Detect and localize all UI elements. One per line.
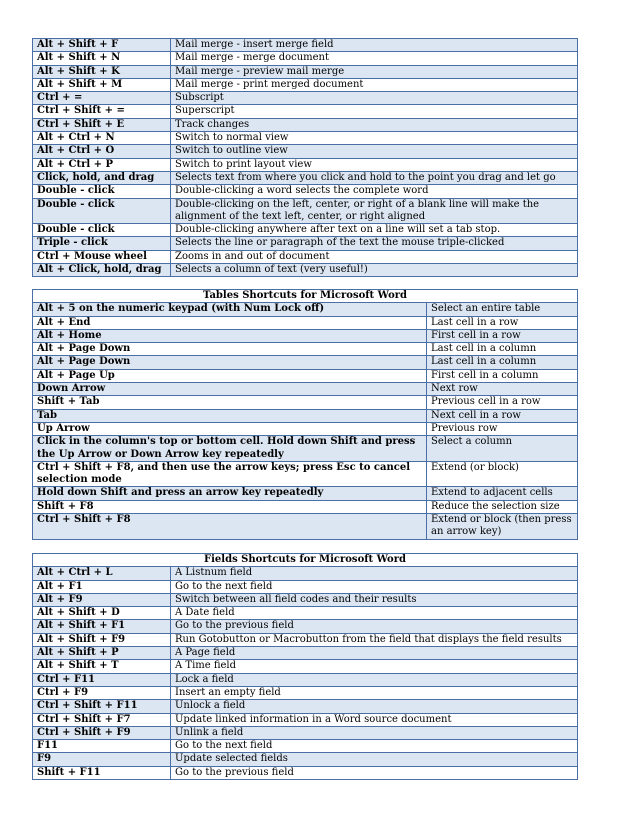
shortcut-key: Alt + Click, hold, drag bbox=[33, 264, 171, 277]
shortcut-key: Double - click bbox=[33, 224, 171, 237]
table-row bbox=[33, 620, 578, 633]
shortcut-key: Alt + Shift + F9 bbox=[33, 633, 171, 646]
shortcut-key: Ctrl + Shift + F7 bbox=[33, 713, 171, 726]
shortcut-description: Previous row bbox=[427, 422, 578, 435]
shortcut-description: Last cell in a column bbox=[427, 356, 578, 369]
table-row bbox=[33, 766, 578, 779]
shortcut-description: Insert an empty field bbox=[171, 686, 578, 699]
table-row bbox=[33, 647, 578, 660]
table-row bbox=[33, 396, 578, 409]
shortcut-description: Select an entire table bbox=[427, 303, 578, 316]
shortcut-description: Selects a column of text (very useful!) bbox=[171, 264, 578, 277]
shortcut-key: Down Arrow bbox=[33, 383, 427, 396]
shortcut-key: Ctrl + Shift + F11 bbox=[33, 700, 171, 713]
shortcut-key: Alt + Home bbox=[33, 329, 427, 342]
shortcut-description: Unlink a field bbox=[171, 726, 578, 739]
shortcut-key: Shift + F11 bbox=[33, 766, 171, 779]
shortcut-description: First cell in a column bbox=[427, 369, 578, 382]
table-row bbox=[33, 686, 578, 699]
table-row bbox=[33, 633, 578, 646]
fields-shortcuts-table bbox=[32, 553, 578, 780]
table-row bbox=[33, 303, 578, 316]
shortcut-description: Extend (or block) bbox=[427, 461, 578, 487]
table-row bbox=[33, 316, 578, 329]
table-row bbox=[33, 343, 578, 356]
table-row bbox=[33, 461, 578, 487]
shortcut-description: Run Gotobutton or Macrobutton from the field that displays the field results bbox=[171, 633, 578, 646]
table-row bbox=[33, 753, 578, 766]
shortcut-key: Ctrl + Shift + F9 bbox=[33, 726, 171, 739]
shortcut-key: Up Arrow bbox=[33, 422, 427, 435]
shortcut-key: Alt + Shift + D bbox=[33, 607, 171, 620]
shortcut-key: Ctrl + Shift + E bbox=[33, 118, 171, 131]
table-row bbox=[33, 567, 578, 580]
shortcut-key: Ctrl + Shift + = bbox=[33, 105, 171, 118]
table-row bbox=[33, 78, 578, 91]
table-row bbox=[33, 369, 578, 382]
table-row bbox=[33, 726, 578, 739]
shortcut-description: Selects the line or paragraph of the text the mouse triple-clicked bbox=[171, 237, 578, 250]
table-row bbox=[33, 158, 578, 171]
shortcut-key: Ctrl + Shift + F8 bbox=[33, 514, 427, 540]
shortcut-description: Zooms in and out of document bbox=[171, 250, 578, 263]
shortcut-description: First cell in a row bbox=[427, 329, 578, 342]
table-row bbox=[33, 740, 578, 753]
shortcut-description: Last cell in a row bbox=[427, 316, 578, 329]
shortcut-description: A Date field bbox=[171, 607, 578, 620]
shortcut-description: A Page field bbox=[171, 647, 578, 660]
shortcut-description: Selects text from where you click and hold to the point you drag and let go bbox=[171, 171, 578, 184]
shortcut-key: Ctrl + = bbox=[33, 92, 171, 105]
shortcut-description: Subscript bbox=[171, 92, 578, 105]
shortcut-description: Update selected fields bbox=[171, 753, 578, 766]
table-row bbox=[33, 356, 578, 369]
shortcut-description: A Listnum field bbox=[171, 567, 578, 580]
shortcut-key: Shift + F8 bbox=[33, 500, 427, 513]
shortcut-description: Mail merge - preview mail merge bbox=[171, 65, 578, 78]
table-row bbox=[33, 660, 578, 673]
table-row bbox=[33, 383, 578, 396]
shortcut-key: F9 bbox=[33, 753, 171, 766]
table-row bbox=[33, 237, 578, 250]
shortcut-key: Alt + Page Down bbox=[33, 343, 427, 356]
table-row bbox=[33, 409, 578, 422]
shortcut-description: Double-clicking anywhere after text on a line will set a tab stop. bbox=[171, 224, 578, 237]
table-row bbox=[33, 171, 578, 184]
shortcut-key: Alt + Shift + K bbox=[33, 65, 171, 78]
shortcut-key: Alt + Page Down bbox=[33, 356, 427, 369]
shortcut-description: Reduce the selection size bbox=[427, 500, 578, 513]
shortcut-key: Alt + Page Up bbox=[33, 369, 427, 382]
shortcut-key: Alt + Shift + P bbox=[33, 647, 171, 660]
table-row bbox=[33, 105, 578, 118]
shortcut-description: Extend to adjacent cells bbox=[427, 487, 578, 500]
shortcut-key: Alt + Shift + T bbox=[33, 660, 171, 673]
table-row bbox=[33, 132, 578, 145]
shortcut-description: Mail merge - insert merge field bbox=[171, 39, 578, 52]
shortcut-key: Alt + Shift + N bbox=[33, 52, 171, 65]
shortcut-key: Tab bbox=[33, 409, 427, 422]
shortcut-description: Switch to normal view bbox=[171, 132, 578, 145]
shortcut-description: Switch between all field codes and their results bbox=[171, 593, 578, 606]
table-row bbox=[33, 198, 578, 224]
tables-shortcuts-table bbox=[32, 289, 578, 540]
table-row bbox=[33, 118, 578, 131]
shortcut-description: Double-clicking a word selects the complete word bbox=[171, 185, 578, 198]
shortcut-key: Click, hold, and drag bbox=[33, 171, 171, 184]
table-row bbox=[33, 673, 578, 686]
general-shortcuts-table bbox=[32, 38, 578, 277]
tables-shortcuts-title: Tables Shortcuts for Microsoft Word bbox=[33, 290, 578, 303]
shortcut-description: Go to the next field bbox=[171, 580, 578, 593]
fields-shortcuts-title: Fields Shortcuts for Microsoft Word bbox=[33, 554, 578, 567]
table-row bbox=[33, 52, 578, 65]
shortcut-description: Go to the next field bbox=[171, 740, 578, 753]
table-row bbox=[33, 607, 578, 620]
table-row bbox=[33, 713, 578, 726]
table-row bbox=[33, 436, 578, 462]
table-row bbox=[33, 185, 578, 198]
shortcut-description: Superscript bbox=[171, 105, 578, 118]
shortcut-key: Alt + F1 bbox=[33, 580, 171, 593]
table-row bbox=[33, 264, 578, 277]
shortcut-description: Previous cell in a row bbox=[427, 396, 578, 409]
shortcut-description: Mail merge - merge document bbox=[171, 52, 578, 65]
shortcut-description: Double-clicking on the left, center, or right of a blank line will make the alignment of the text left, center, or right aligned bbox=[171, 198, 578, 224]
table-row bbox=[33, 92, 578, 105]
shortcut-key: Double - click bbox=[33, 198, 171, 224]
shortcut-description: A Time field bbox=[171, 660, 578, 673]
shortcut-key: Click in the column's top or bottom cell. Hold down Shift and press the Up Arrow or Down Arrow key repeatedly bbox=[33, 436, 427, 462]
table-row bbox=[33, 329, 578, 342]
shortcut-key: Ctrl + Shift + F8, and then use the arrow keys; press Esc to cancel selection mode bbox=[33, 461, 427, 487]
table-row bbox=[33, 514, 578, 540]
shortcut-key: Alt + F9 bbox=[33, 593, 171, 606]
shortcut-key: Alt + Ctrl + O bbox=[33, 145, 171, 158]
table-row bbox=[33, 593, 578, 606]
shortcut-description: Mail merge - print merged document bbox=[171, 78, 578, 91]
shortcut-description: Update linked information in a Word source document bbox=[171, 713, 578, 726]
shortcut-key: Double - click bbox=[33, 185, 171, 198]
table-row bbox=[33, 250, 578, 263]
table-row bbox=[33, 145, 578, 158]
shortcut-description: Go to the previous field bbox=[171, 766, 578, 779]
table-row bbox=[33, 700, 578, 713]
shortcut-description: Lock a field bbox=[171, 673, 578, 686]
shortcut-key: Shift + Tab bbox=[33, 396, 427, 409]
shortcut-key: Alt + Shift + M bbox=[33, 78, 171, 91]
shortcut-description: Next row bbox=[427, 383, 578, 396]
shortcut-key: Alt + Shift + F1 bbox=[33, 620, 171, 633]
shortcut-description: Go to the previous field bbox=[171, 620, 578, 633]
shortcut-key: Alt + 5 on the numeric keypad (with Num Lock off) bbox=[33, 303, 427, 316]
table-row bbox=[33, 224, 578, 237]
shortcut-key: Triple - click bbox=[33, 237, 171, 250]
table-row bbox=[33, 65, 578, 78]
shortcut-key: Alt + Ctrl + P bbox=[33, 158, 171, 171]
shortcut-key: Alt + Shift + F bbox=[33, 39, 171, 52]
shortcut-description: Extend or block (then press an arrow key) bbox=[427, 514, 578, 540]
table-row bbox=[33, 487, 578, 500]
table-row bbox=[33, 39, 578, 52]
shortcut-description: Next cell in a row bbox=[427, 409, 578, 422]
shortcut-description: Select a column bbox=[427, 436, 578, 462]
shortcut-key: Alt + Ctrl + N bbox=[33, 132, 171, 145]
shortcut-description: Track changes bbox=[171, 118, 578, 131]
shortcut-key: Ctrl + F11 bbox=[33, 673, 171, 686]
shortcut-key: Hold down Shift and press an arrow key repeatedly bbox=[33, 487, 427, 500]
shortcut-description: Unlock a field bbox=[171, 700, 578, 713]
table-row bbox=[33, 500, 578, 513]
shortcut-key: Ctrl + F9 bbox=[33, 686, 171, 699]
table-row bbox=[33, 422, 578, 435]
table-row bbox=[33, 580, 578, 593]
shortcut-description: Last cell in a column bbox=[427, 343, 578, 356]
shortcut-description: Switch to print layout view bbox=[171, 158, 578, 171]
shortcut-key: Alt + End bbox=[33, 316, 427, 329]
shortcut-key: Ctrl + Mouse wheel bbox=[33, 250, 171, 263]
shortcut-description: Switch to outline view bbox=[171, 145, 578, 158]
shortcut-key: F11 bbox=[33, 740, 171, 753]
shortcut-key: Alt + Ctrl + L bbox=[33, 567, 171, 580]
